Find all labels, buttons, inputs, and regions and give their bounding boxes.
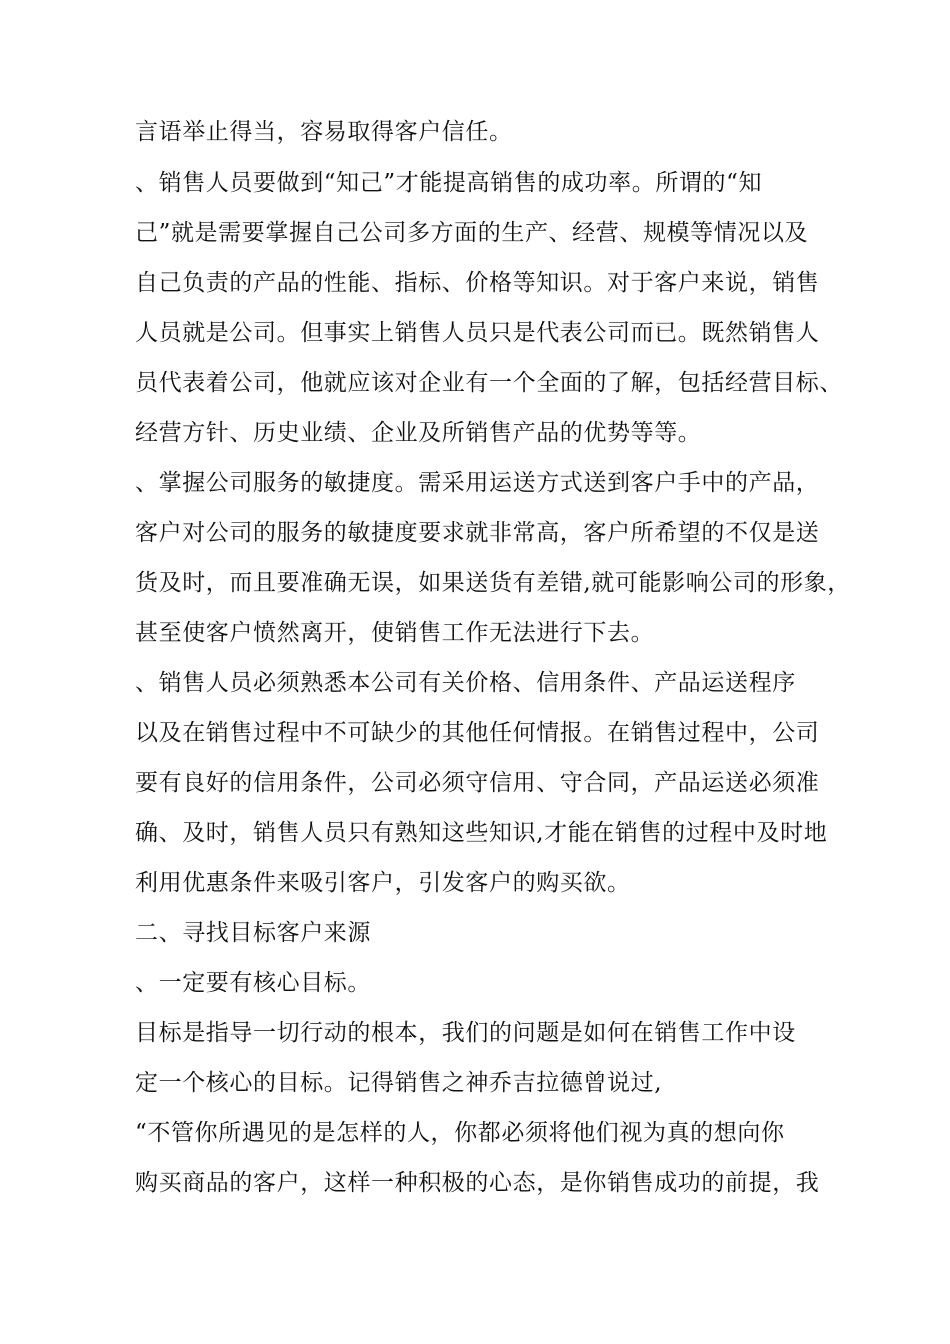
text-line: 定一个核心的目标。记得销售之神乔吉拉德曾说过, bbox=[135, 1070, 663, 1096]
text-line: 自己负责的产品的性能、指标、价格等知识。对于客户来说，销售 bbox=[135, 270, 820, 296]
text-line: 人员就是公司。但事实上销售人员只是代表公司而已。既然销售人 bbox=[135, 320, 820, 346]
text-line: 经营方针、历史业绩、企业及所销售产品的优势等等。 bbox=[135, 420, 702, 446]
text-line: “不管你所遇见的是怎样的人，你都必须将他们视为真的想向你 bbox=[135, 1120, 785, 1146]
text-line: 目标是指导一切行动的根本，我们的问题是如何在销售工作中设 bbox=[135, 1020, 796, 1046]
section-heading: 二、寻找目标客户来源 bbox=[135, 920, 371, 946]
text-line: 员代表着公司，他就应该对企业有一个全面的了解，包括经营目标、 bbox=[135, 370, 843, 396]
text-line: 、一定要有核心目标。 bbox=[135, 970, 371, 996]
text-line: 言语举止得当，容易取得客户信任。 bbox=[135, 119, 513, 145]
text-line: 、销售人员必须熟悉本公司有关价格、信用条件、产品运送程序 bbox=[135, 670, 796, 696]
text-line: 客户对公司的服务的敏捷度要求就非常高，客户所希望的不仅是送 bbox=[135, 520, 820, 546]
text-line: 、掌握公司服务的敏捷度。需采用运送方式送到客户手中的产品， bbox=[135, 470, 820, 496]
text-line: 己”就是需要掌握自己公司多方面的生产、经营、规模等情况以及 bbox=[135, 220, 809, 246]
text-line: 利用优惠条件来吸引客户，引发客户的购买欲。 bbox=[135, 870, 631, 896]
text-line: 要有良好的信用条件，公司必须守信用、守合同，产品运送必须准 bbox=[135, 770, 820, 796]
text-line: 货及时，而且要准确无误，如果送货有差错,就可能影响公司的形象， bbox=[135, 570, 851, 596]
text-line: 确、及时，销售人员只有熟知这些知识,才能在销售的过程中及时地 bbox=[135, 820, 828, 846]
text-line: 以及在销售过程中不可缺少的其他任何情报。在销售过程中，公司 bbox=[135, 720, 820, 746]
text-line: 购买商品的客户，这样一种积极的心态，是你销售成功的前提，我 bbox=[135, 1170, 820, 1196]
text-line: 甚至使客户愤然离开，使销售工作无法进行下去。 bbox=[135, 620, 655, 646]
text-line: 、销售人员要做到“知己”才能提高销售的成功率。所谓的“知 bbox=[135, 170, 763, 196]
